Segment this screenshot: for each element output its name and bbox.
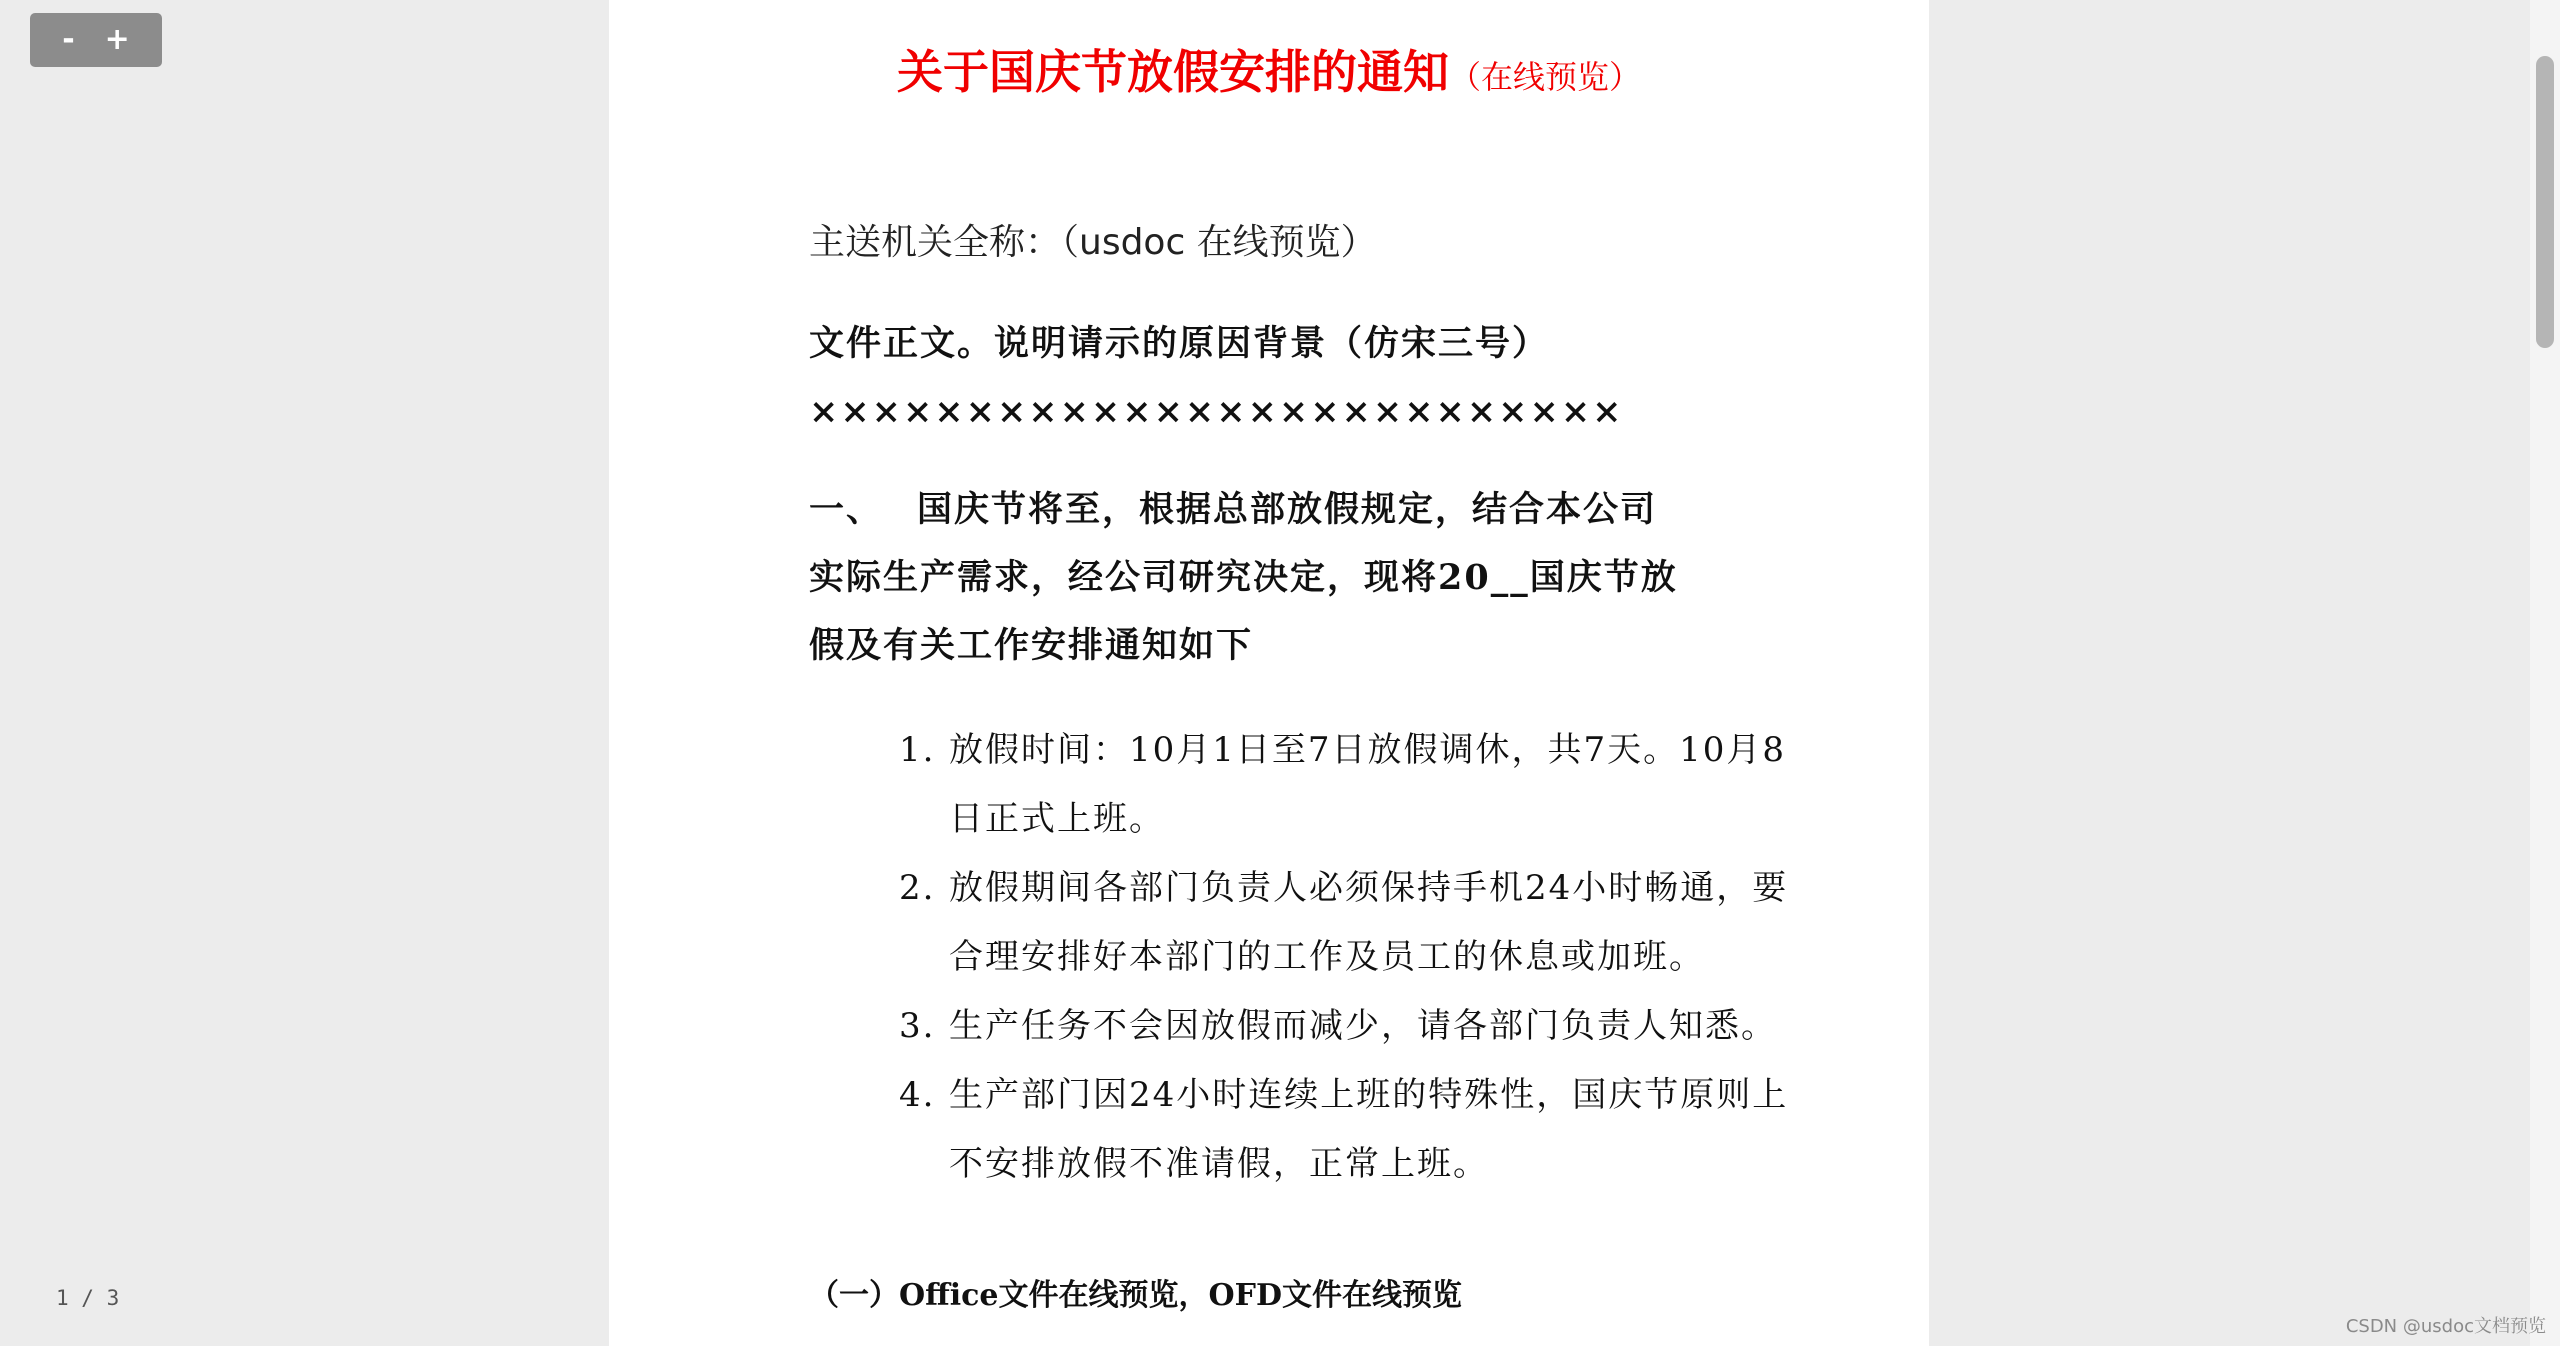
section-one-text: 国庆节将至，根据总部放假规定，结合本公司实际生产需求，经公司研究决定，现将20__国庆节放假及有关工作安排通知如下 (809, 489, 1678, 666)
scrollbar-thumb[interactable] (2536, 56, 2554, 348)
zoom-out-button[interactable]: - (62, 22, 75, 57)
document-page (609, 0, 1929, 1346)
list-item-number: 3. (899, 1006, 936, 1046)
section-two-heading: （一）Office文件在线预览，OFD文件在线预览 (809, 1278, 1462, 1313)
document-title (609, 36, 1929, 102)
list-item-text: 放假期间各部门负责人必须保持手机24小时畅通，要合理安排好本部门的工作及员工的休息或加班。 (949, 868, 1789, 977)
list-item-number: 4. (899, 1075, 936, 1115)
list-item-number: 1. (899, 730, 936, 770)
list-item (899, 992, 1789, 1061)
list-item (899, 1061, 1789, 1199)
title-main: 关于国庆节放假安排的通知 (896, 45, 1449, 99)
list-item (899, 854, 1789, 992)
section-one (809, 476, 1689, 680)
zoom-in-button[interactable]: + (104, 22, 130, 57)
page-counter: 1 / 3 (56, 1286, 120, 1310)
list-item-text: 生产任务不会因放假而减少，请各部门负责人知悉。 (949, 1006, 1777, 1046)
list-item-text: 放假时间：10月1日至7日放假调休，共7天。10月8日正式上班。 (949, 730, 1787, 839)
watermark: CSDN @usdoc文档预览 (2345, 1316, 2546, 1337)
list-item-number: 2. (899, 868, 936, 908)
section-one-marker: 一、 (809, 489, 884, 530)
title-sub: （在线预览） (1448, 58, 1641, 96)
vertical-scrollbar[interactable] (2530, 0, 2560, 1346)
body-paragraph: 文件正文。说明请示的原因背景（仿宋三号）×××××××××××××××××××××××××× (809, 323, 1624, 432)
arrangement-list (899, 716, 1879, 1199)
list-item (899, 716, 1789, 854)
zoom-controls (30, 13, 162, 67)
list-item-text: 生产部门因24小时连续上班的特殊性，国庆节原则上不安排放假不准请假，正常上班。 (949, 1075, 1789, 1184)
recipient-line: 主送机关全称：（usdoc 在线预览） (809, 222, 1377, 263)
